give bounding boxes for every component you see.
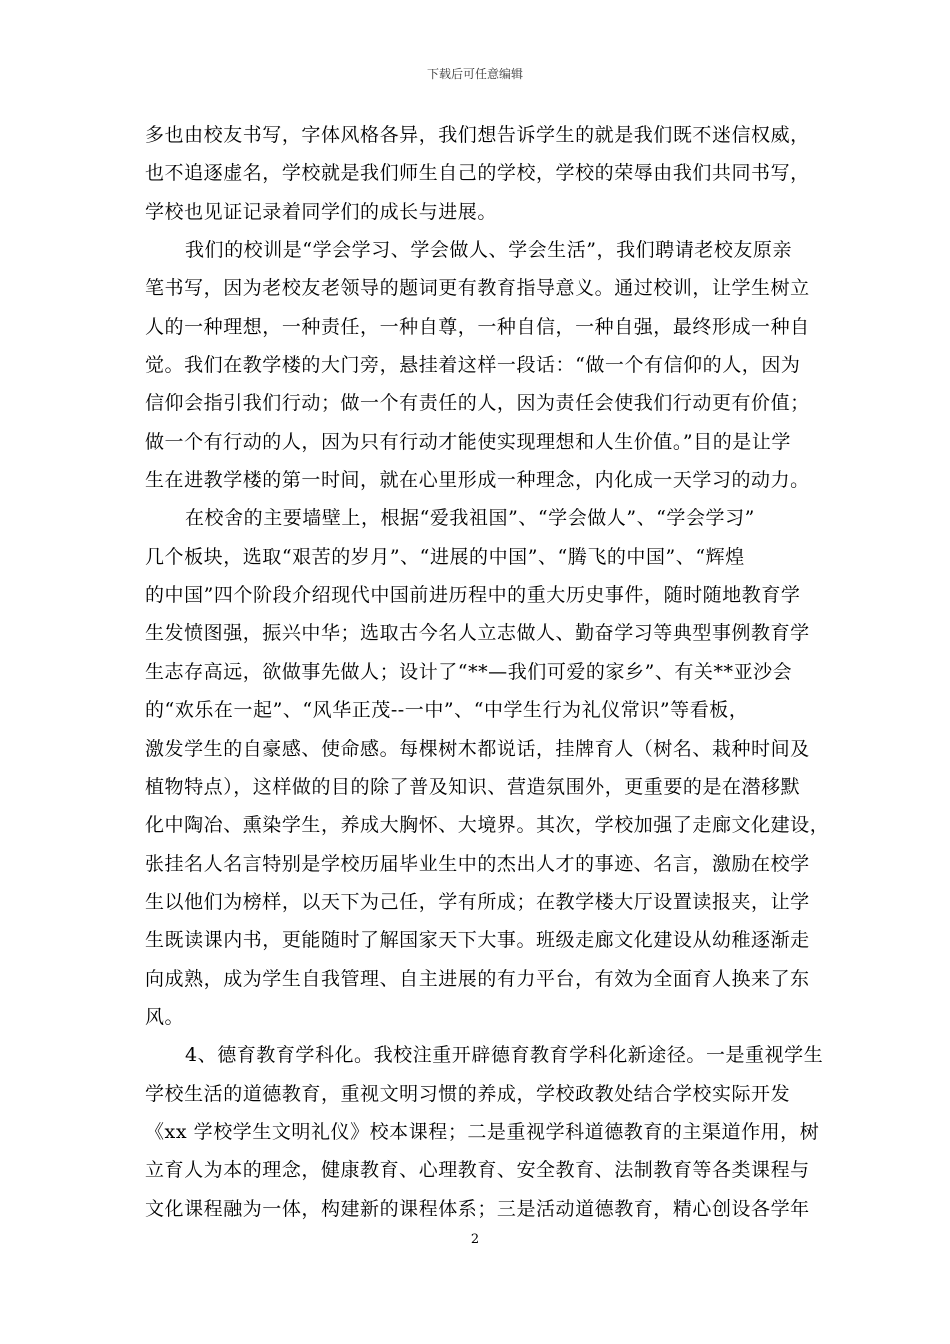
text-line: 激发学生的自豪感、使命感。每棵树木都说话，挂牌育人（树名、栽种时间及 bbox=[145, 737, 810, 760]
text-line: 也不追逐虚名，学校就是我们师生自己的学校，学校的荣辱由我们共同书写， bbox=[145, 162, 810, 185]
text-line: 生志存高远，欲做事先做人；设计了“**—我们可爱的家乡”、有关**亚沙会 bbox=[145, 660, 793, 683]
text-line: 学校生活的道德教育，重视文明习惯的养成，学校政教处结合学校实际开发 bbox=[145, 1082, 791, 1105]
text-line: 风。 bbox=[145, 1005, 185, 1028]
paragraph bbox=[145, 499, 830, 1036]
text-line: 张挂名人名言特别是学校历届毕业生中的杰出人才的事迹、名言，激励在校学 bbox=[145, 852, 810, 875]
text-line: 4、德育教育学科化。我校注重开辟德育教育学科化新途径。一是重视学生 bbox=[185, 1044, 824, 1067]
text-line: 生发愤图强，振兴中华；选取古今名人立志做人、勤奋学习等典型事例教育学 bbox=[145, 622, 810, 645]
text-line: 化中陶冶、熏染学生，养成大胸怀、大境界。其次，学校加强了走廊文化建设， bbox=[145, 814, 830, 837]
text-line: 学校也见证记录着同学们的成长与进展。 bbox=[145, 200, 497, 223]
text-line: 立育人为本的理念，健康教育、心理教育、安全教育、法制教育等各类课程与 bbox=[145, 1159, 810, 1182]
text-line: 的“欢乐在一起”、“风华正茂--一中”、“中学生行为礼仪常识”等看板， bbox=[145, 699, 749, 722]
paragraph bbox=[145, 116, 815, 231]
text-line: 信仰会指引我们行动；做一个有责任的人，因为责任会使我们行动更有价值； bbox=[145, 392, 810, 415]
text-line: 的中国”四个阶段介绍现代中国前进历程中的重大历史事件，随时随地教育学 bbox=[145, 584, 801, 607]
text-line: 多也由校友书写，字体风格各异，我们想告诉学生的就是我们既不迷信权威， bbox=[145, 124, 810, 146]
document-body bbox=[145, 116, 830, 1228]
text-line: 生既读课内书，更能随时了解国家天下大事。班级走廊文化建设从幼稚逐渐走 bbox=[145, 929, 810, 952]
text-line: 人的一种理想，一种责任，一种自尊，一种自信，一种自强，最终形成一种自 bbox=[145, 315, 810, 338]
text-line: 文化课程融为一体，构建新的课程体系；三是活动道德教育，精心创设各学年 bbox=[145, 1197, 810, 1220]
paragraph bbox=[145, 1036, 824, 1228]
text-line: 笔书写，因为老校友老领导的题词更有教育指导意义。通过校训，让学生树立 bbox=[145, 277, 810, 300]
text-line: 在校舍的主要墙壁上，根据“爱我祖国”、“学会做人”、“学会学习” bbox=[185, 507, 755, 530]
text-line: 几个板块，选取“艰苦的岁月”、“进展的中国”、“腾飞的中国”、“辉煌 bbox=[145, 545, 745, 568]
text-line: 植物特点），这样做的目的除了普及知识、营造氛围外，更重要的是在潜移默 bbox=[145, 775, 801, 798]
text-line: 做一个有行动的人，因为只有行动才能使实现理想和人生价值。”目的是让学 bbox=[145, 430, 791, 453]
text-line: 生以他们为榜样，以天下为己任，学有所成；在教学楼大厅设置读报夹，让学 bbox=[145, 890, 810, 913]
text-line: 觉。我们在教学楼的大门旁，悬挂着这样一段话：“做一个有信仰的人，因为 bbox=[145, 354, 801, 377]
text-line: 我们的校训是“学会学习、学会做人、学会生活”，我们聘请老校友原亲 bbox=[185, 239, 793, 262]
page-number: 2 bbox=[470, 1232, 480, 1247]
text-line: 生在进教学楼的第一时间，就在心里形成一种理念，内化成一天学习的动力。 bbox=[145, 469, 810, 492]
page-header: 下载后可任意编辑 bbox=[426, 67, 523, 81]
text-line: 《xx 学校学生文明礼仪》校本课程；二是重视学科道德教育的主渠道作用，树 bbox=[145, 1120, 820, 1143]
paragraph bbox=[145, 231, 815, 499]
text-line: 向成熟，成为学生自我管理、自主进展的有力平台，有效为全面育人换来了东 bbox=[145, 967, 810, 990]
